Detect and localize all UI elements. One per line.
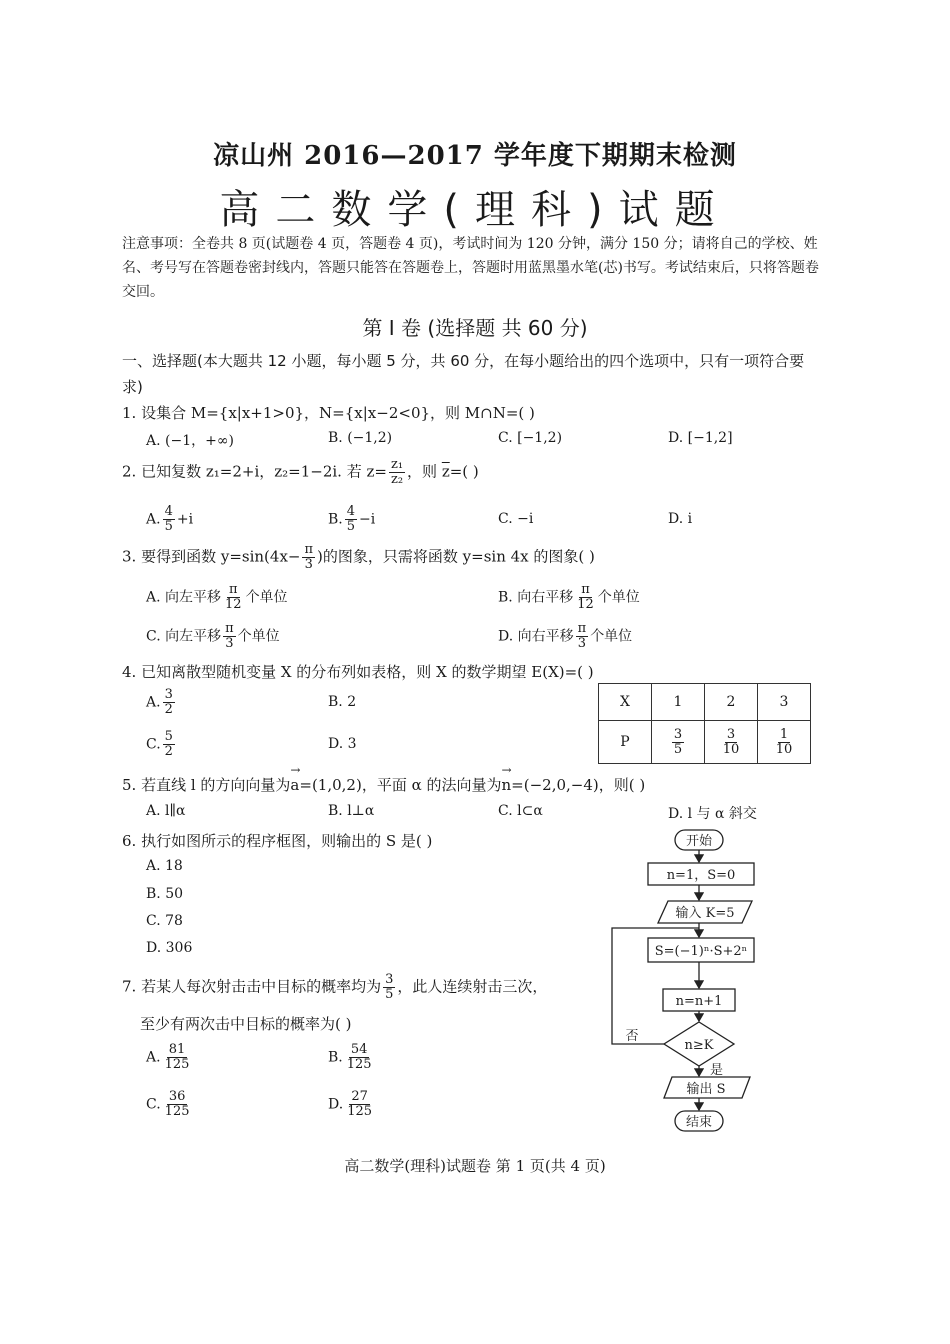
q3-option-d: D. 向右平移 $\frac{\pi}{3}$ 个单位 — [498, 621, 633, 651]
question-2-stem: 2. 已知复数 z₁=2+i，z₂=1−2i. 若 z= $\frac{\text{z₁}}{\text{z₂}}$ ，则 $\overline{z}=$( ) — [122, 457, 479, 487]
table-row — [599, 721, 811, 764]
table-cell: X — [599, 684, 652, 721]
table-cell: $\frac{1}{10}$ — [758, 721, 811, 764]
q7-option-d: D. $\frac{27}{125}$ — [328, 1089, 373, 1119]
q6-option-d: D. 306 — [146, 940, 193, 956]
flow-yes-label: 是 — [710, 1063, 724, 1078]
question-1-stem: 1. 设集合 M={x|x+1>0}，N={x|x−2<0}，则 M∩N=( ) — [122, 404, 535, 422]
program-flowchart — [600, 822, 800, 1140]
flow-input-label: 输入 K=5 — [675, 906, 735, 921]
question-4-stem: 4. 已知离散型随机变量 X 的分布列如表格，则 X 的数学期望 E(X)=( ) — [122, 663, 594, 681]
page-footer: 高二数学(理科)试题卷 第 1 页(共 4 页) — [344, 1157, 606, 1175]
distribution-table — [598, 683, 811, 764]
question-5-stem: 5. 若直线 l 的方向向量为→ a=(1,0,2)，平面 α 的法向量为→ n=(−2,0,−4)，则( ) — [122, 774, 645, 795]
flow-start-label: 开始 — [685, 834, 713, 849]
q6-option-b: B. 50 — [146, 886, 184, 902]
table-cell: P — [599, 721, 652, 764]
flow-end-label: 结束 — [685, 1115, 713, 1130]
exam-subtitle: 高二数学(理科)试题 — [219, 187, 731, 233]
q4-option-c: C. $\frac{5}{2}$ — [146, 729, 173, 759]
q6-option-c: C. 78 — [146, 913, 183, 929]
q3-option-a: A. 向左平移 $\frac{\pi}{12}$ 个单位 — [146, 582, 288, 612]
question-6-stem: 6. 执行如图所示的程序框图，则输出的 S 是( ) — [122, 832, 433, 850]
flow-assign-label: S=(−1)ⁿ·S+2ⁿ — [654, 944, 748, 959]
table-cell: $\frac{3}{5}$ — [652, 721, 705, 764]
q3-option-c: C. 向左平移 $\frac{\pi}{3}$ 个单位 — [146, 621, 280, 651]
question-7-stem-line2: 至少有两次击中目标的概率为( ) — [140, 1015, 352, 1033]
q4-option-d: D. 3 — [328, 736, 357, 752]
q5-option-c: C. l⊂α — [498, 803, 543, 819]
question-7-stem: 7. 若某人每次射击击中目标的概率均为 $\frac{3}{5}$ ，此人连续射击三次， — [122, 972, 548, 1002]
table-cell: $\frac{3}{10}$ — [705, 721, 758, 764]
q5-option-b: B. l⊥α — [328, 803, 375, 819]
q7-option-b: B. $\frac{54}{125}$ — [328, 1042, 372, 1072]
part-heading: 第 Ⅰ 卷 (选择题 共 60 分) — [362, 316, 588, 340]
q5-option-d: D. l 与 α 斜交 — [668, 806, 757, 822]
section-instructions: 一、选择题(本大题共 12 小题，每小题 5 分，共 60 分，在每小题给出的四个选项中，只有一项符合要求) — [122, 352, 805, 396]
q2-option-a: A. $\frac{4}{5}$ +i — [146, 504, 194, 534]
q6-option-a: A. 18 — [146, 858, 183, 874]
question-3-stem: 3. 要得到函数 y=sin(4x− $\frac{\pi}{3}$ )的图象，只需将函数 y=sin 4x 的图象( ) — [122, 542, 595, 572]
q1-option-d: D. [−1,2] — [668, 430, 733, 446]
q2-option-c: C. −i — [498, 511, 534, 527]
flow-condition-label: n≥K — [684, 1038, 714, 1053]
table-cell: 3 — [758, 684, 811, 721]
q7-option-a: A. $\frac{81}{125}$ — [146, 1042, 190, 1072]
flow-no-label: 否 — [625, 1029, 639, 1044]
q1-option-c: C. [−1,2) — [498, 430, 563, 446]
exam-title: 凉山州 2016—2017 学年度下期期末检测 — [213, 141, 737, 171]
q1-option-b: B. (−1,2) — [328, 430, 393, 446]
notice-text: 注意事项：全卷共 8 页(试题卷 4 页，答题卷 4 页)，考试时间为 120 分钟，满分 150 分；请将自己的学校、姓名、考号写在答题卷密封线内，答题只能答在答题卷上，答题时用蓝黑墨水笔(芯)书写。考试结束后，只将答题卷交回。 — [122, 236, 819, 300]
q5-option-a: A. l∥α — [146, 803, 186, 819]
flow-increment-label: n=n+1 — [675, 994, 723, 1009]
q3-option-b: B. 向右平移 $\frac{\pi}{12}$ 个单位 — [498, 582, 640, 612]
q2-option-d: D. i — [668, 511, 693, 527]
table-cell: 1 — [652, 684, 705, 721]
q1-option-a: A. (−1，+∞) — [146, 433, 234, 449]
table-row — [599, 684, 811, 721]
q7-option-c: C. $\frac{36}{125}$ — [146, 1089, 190, 1119]
q4-option-b: B. 2 — [328, 694, 357, 710]
q4-option-a: A. $\frac{3}{2}$ — [146, 687, 173, 717]
flow-output-label: 输出 S — [686, 1082, 726, 1097]
fraction: $\frac{\text{z₁}}{\text{z₂}}$ — [390, 457, 404, 487]
q2-option-b: B. $\frac{4}{5}$ −i — [328, 504, 376, 534]
flow-init-label: n=1，S=0 — [666, 868, 736, 883]
table-cell: 2 — [705, 684, 758, 721]
